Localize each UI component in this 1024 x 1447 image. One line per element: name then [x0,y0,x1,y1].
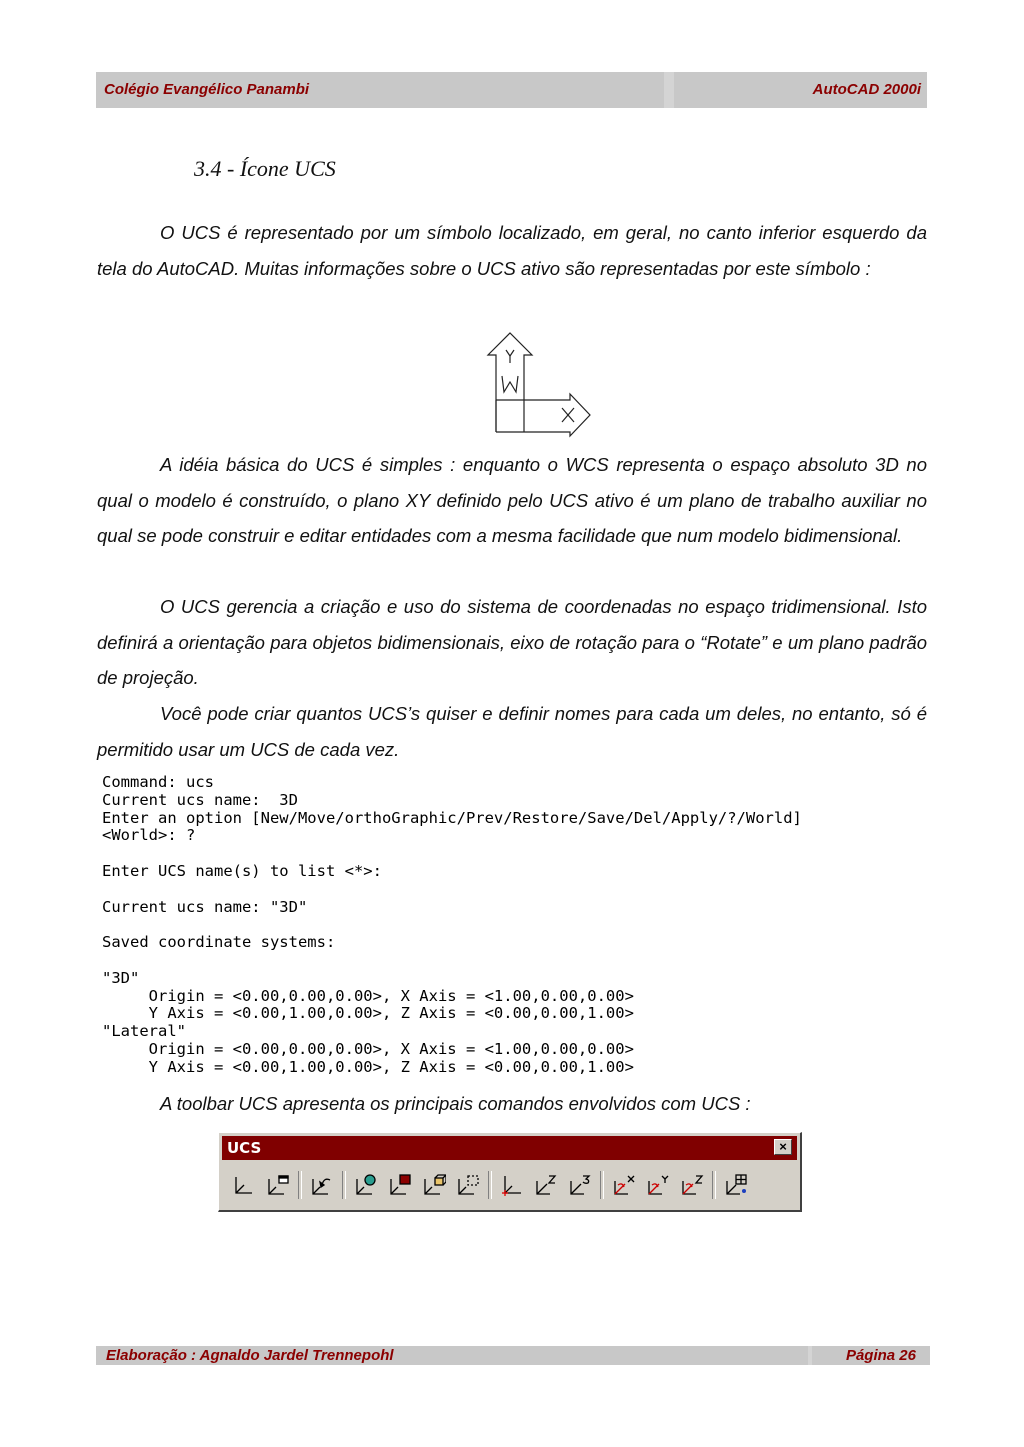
page-footer [96,1346,930,1365]
toolbar-title-bar[interactable] [222,1136,797,1160]
ucs-w-label [502,376,518,392]
page-number: Página 26 [845,1347,916,1364]
apply-ucs-button[interactable] [719,1168,753,1202]
z-axis-vector-ucs-icon [534,1173,558,1197]
view-ucs-icon [456,1173,480,1197]
ucs-icon [232,1173,256,1197]
face-ucs-button[interactable] [417,1168,451,1202]
object-ucs-icon [388,1173,412,1197]
ucs-symbol-icon [486,332,594,438]
apply-ucs-icon [724,1173,748,1197]
display-ucs-dialog-icon [266,1173,290,1197]
header-institution: Colégio Evangélico Panambi [104,81,310,98]
section-title: 3.4 - Ícone UCS [194,156,336,181]
z-axis-vector-ucs-button[interactable] [529,1168,563,1202]
toolbar-title: UCS [227,1139,262,1157]
origin-ucs-button[interactable] [495,1168,529,1202]
ucs-button[interactable] [227,1168,261,1202]
paragraph-basic-idea [97,447,927,554]
header-divider [664,72,674,108]
footer-divider [808,1346,812,1365]
toolbar-close-button[interactable] [774,1139,792,1155]
close-icon: × [779,1139,787,1154]
z-axis-rotate-ucs-button[interactable] [675,1168,709,1202]
paragraph-intro [97,215,927,286]
paragraph-manages [97,589,927,696]
paragraph-intro-text: O UCS é representado por um símbolo localizado, em geral, no canto inferior esquerdo da tela do AutoCAD. Muitas informações sobre o UCS ativo são representadas por este símbolo : [97,222,927,279]
y-axis-rotate-ucs-button[interactable] [641,1168,675,1202]
footer-author: Elaboração : Agnaldo Jardel Trennepohl [106,1347,394,1364]
paragraph-basic-idea-text: A idéia básica do UCS é simples : enquanto o WCS representa o espaço absoluto 3D no qual o modelo é construído, o plano XY definido pelo UCS ativo é um plano de trabalho auxiliar no qual se pode construir e editar entidades com a mesma facilidade que num modelo bidimensional. [97,454,927,546]
3-point-ucs-icon [568,1173,592,1197]
x-axis-rotate-ucs-icon [612,1173,636,1197]
world-ucs-icon [354,1173,378,1197]
origin-ucs-icon [500,1173,524,1197]
paragraph-manages-text: O UCS gerencia a criação e uso do sistema de coordenadas no espaço tridimensional. Isto definirá a orientação para objetos bidimensionais, eixo de rotação para o “Rotate” e um plano padrão de projeção. [97,596,927,688]
x-axis-rotate-ucs-button[interactable] [607,1168,641,1202]
paragraph-multiple-ucs-text: Você pode criar quantos UCS’s quiser e definir nomes para cada um deles, no entanto, só é permitido usar um UCS de cada vez. [97,703,927,760]
ucs-x-label [562,408,574,422]
display-ucs-dialog-button[interactable] [261,1168,295,1202]
y-axis-rotate-ucs-icon [646,1173,670,1197]
toolbar-caption: A toolbar UCS apresenta os principais comandos envolvidos com UCS : [160,1093,751,1114]
command-line-output: Command: ucs Current ucs name: 3D Enter an option [New/Move/orthoGraphic/Prev/Restore/Save/Del/Apply/?/World] <World>: ? Enter UCS name(s) to list <*>: Current ucs name: "3D" Saved coordinate systems: "3D" Origin = <0.00,0.00,0.00>, X Axis = <1.00,0.00,0.00> Y Axis = <0.00,1.00,0.00>, Z Axis = <0.00,0.00,1.00> "Lateral" Origin = <0.00,0.00,0.00>, X Axis = <1.00,0.00,0.00> Y Axis = <0.00,1.00,0.00>, Z Axis = <0.00,0.00,1.00> [102,773,802,1076]
ucs-previous-button[interactable] [305,1168,339,1202]
paragraph-multiple-ucs [97,696,927,767]
z-axis-rotate-ucs-icon [680,1173,704,1197]
toolbar-separator [488,1171,492,1199]
toolbar-separator [342,1171,346,1199]
toolbar-separator [712,1171,716,1199]
face-ucs-icon [422,1173,446,1197]
3-point-ucs-button[interactable] [563,1168,597,1202]
toolbar-separator [298,1171,302,1199]
toolbar-button-row [227,1167,753,1203]
page-header [96,72,927,108]
object-ucs-button[interactable] [383,1168,417,1202]
view-ucs-button[interactable] [451,1168,485,1202]
world-ucs-button[interactable] [349,1168,383,1202]
toolbar-separator [600,1171,604,1199]
ucs-y-label [506,350,514,363]
header-software: AutoCAD 2000i [812,81,921,98]
ucs-previous-icon [310,1173,334,1197]
ucs-toolbar [218,1132,802,1212]
